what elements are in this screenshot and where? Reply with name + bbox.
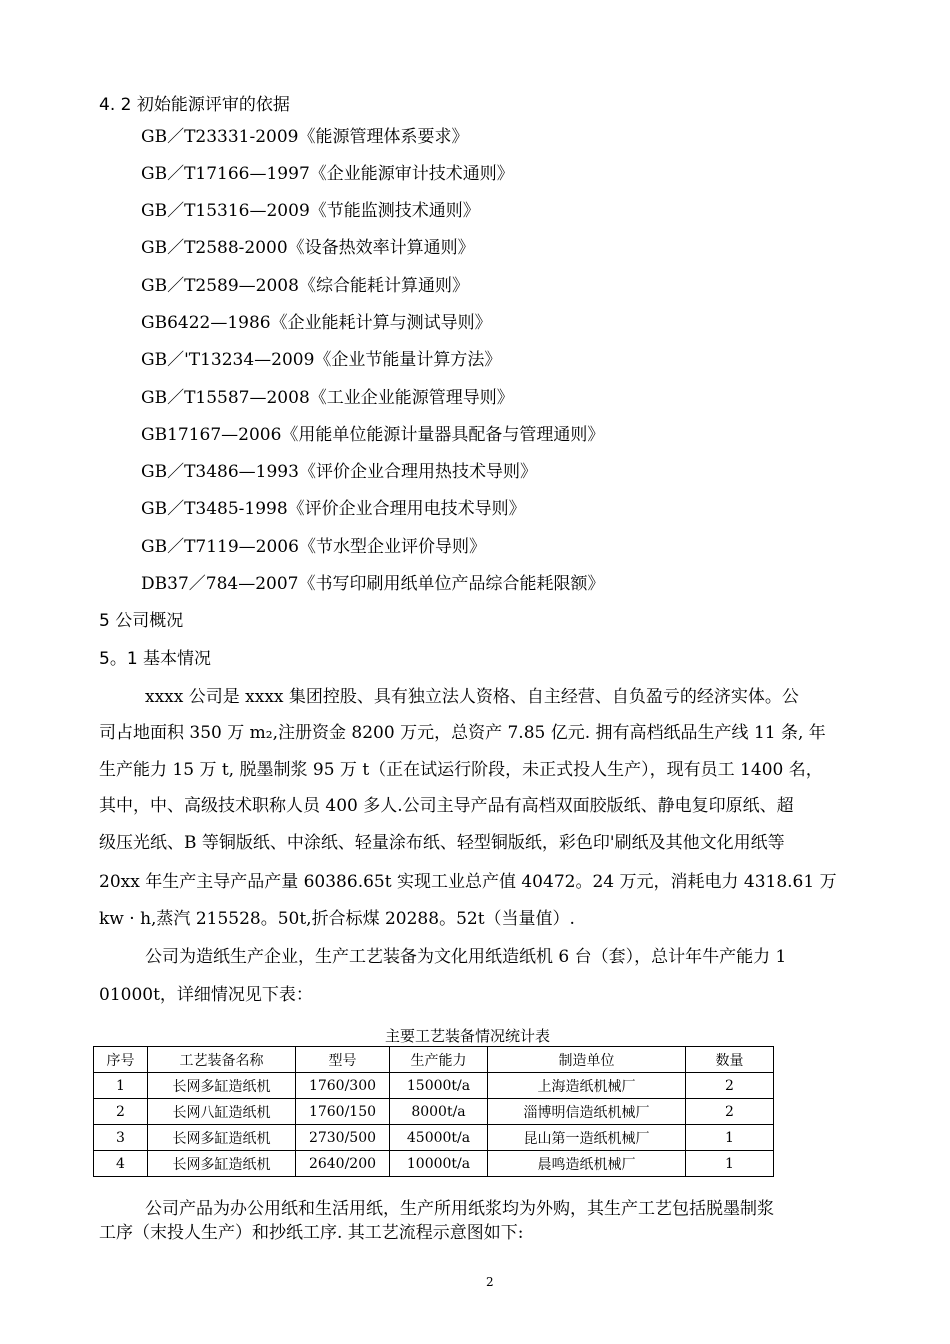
paragraph-line: 公司产品为办公用纸和生活用纸，生产所用纸浆均为外购，其生产工艺包括脱墨制浆 xyxy=(145,1199,774,1219)
paragraph-line: 司占地面积 350 万 m₂,注册资金 8200 万元，总资产 7.85 亿元. 拥有高档纸品生产线 11 条, 年 xyxy=(99,723,826,743)
header-cell: 工艺装备名称 xyxy=(148,1047,296,1073)
table-cell: 45000t/a xyxy=(390,1125,488,1151)
table-caption: 主要工艺装备情况统计表 xyxy=(385,1027,551,1045)
standard-item: GB／'T13234—2009《企业节能量计算方法》 xyxy=(141,350,502,370)
header-cell: 数量 xyxy=(686,1047,774,1073)
table-cell: 1 xyxy=(94,1073,148,1099)
table-cell: 10000t/a xyxy=(390,1151,488,1177)
header-cell: 生产能力 xyxy=(390,1047,488,1073)
paragraph-line: kw · h,蒸汽 215528。50t,折合标煤 20288。52t（当量值）. xyxy=(99,909,575,929)
standard-item: GB／T15587—2008《工业企业能源管理导则》 xyxy=(141,388,514,408)
table-cell: 3 xyxy=(94,1125,148,1151)
standard-item: GB／T2588-2000《设备热效率计算通则》 xyxy=(141,238,475,258)
table-cell: 2 xyxy=(686,1099,774,1125)
table-cell: 1 xyxy=(686,1151,774,1177)
standard-item: GB／T15316—2009《节能监测技术通则》 xyxy=(141,201,480,221)
table-header-row xyxy=(94,1047,774,1073)
paragraph-line: xxxx 公司是 xxxx 集团控股、具有独立法人资格、自主经营、自负盈亏的经济实体。公 xyxy=(145,687,799,707)
paragraph-line: 生产能力 15 万 t, 脱墨制浆 95 万 t（正在试运行阶段，未正式投人生产），现有员工 1400 名， xyxy=(99,760,823,780)
standard-item: GB／T3485-1998《评价企业合理用电技术导则》 xyxy=(141,499,526,519)
section-5-1-heading: 5。1 基本情况 xyxy=(99,649,212,669)
table-row xyxy=(94,1073,774,1099)
paragraph-line: 20xx 年生产主导产品产量 60386.65t 实现工业总产值 40472。24 万元，消耗电力 4318.61 万 xyxy=(99,872,837,892)
standard-item: GB6422—1986《企业能耗计算与测试导则》 xyxy=(141,313,492,333)
table-cell: 昆山第一造纸机械厂 xyxy=(488,1125,686,1151)
table-cell: 上海造纸机械厂 xyxy=(488,1073,686,1099)
standard-item: GB／T7119—2006《节水型企业评价导则》 xyxy=(141,537,486,557)
page-number: 2 xyxy=(486,1275,494,1289)
paragraph-line: 工序（末投人生产）和抄纸工序. 其工艺流程示意图如下: xyxy=(99,1223,524,1243)
table-cell: 8000t/a xyxy=(390,1099,488,1125)
standard-item: GB17167—2006《用能单位能源计量器具配备与管理通则》 xyxy=(141,425,605,445)
section-4-2-heading: 4. 2 初始能源评审的依据 xyxy=(99,95,290,115)
paragraph-line: 公司为造纸生产企业，生产工艺装备为文化用纸造纸机 6 台（套），总计年牛产能力 1 xyxy=(145,947,787,967)
standard-item: GB／T2589—2008《综合能耗计算通则》 xyxy=(141,276,469,296)
paragraph-line: 级压光纸、B 等铜版纸、中涂纸、轻量涂布纸、轻型铜版纸，彩色印'刷纸及其他文化用纸等 xyxy=(99,833,785,853)
table-cell: 1760/150 xyxy=(296,1099,390,1125)
table-cell: 1760/300 xyxy=(296,1073,390,1099)
table-cell: 长网多缸造纸机 xyxy=(148,1125,296,1151)
table-cell: 4 xyxy=(94,1151,148,1177)
table-cell: 长网多缸造纸机 xyxy=(148,1073,296,1099)
table-cell: 15000t/a xyxy=(390,1073,488,1099)
section-5-heading: 5 公司概况 xyxy=(99,611,184,631)
table-cell: 长网八缸造纸机 xyxy=(148,1099,296,1125)
header-cell: 序号 xyxy=(94,1047,148,1073)
standard-item: GB／T23331-2009《能源管理体系要求》 xyxy=(141,127,469,147)
standard-item: GB／T17166—1997《企业能源审计技术通则》 xyxy=(141,164,514,184)
table-cell: 2640/200 xyxy=(296,1151,390,1177)
table-row xyxy=(94,1151,774,1177)
table-cell: 晨鸣造纸机械厂 xyxy=(488,1151,686,1177)
paragraph-line: 其中，中、高级技术职称人员 400 多人.公司主导产品有高档双面胶版纸、静电复印原纸、超 xyxy=(99,796,794,816)
table-cell: 2730/500 xyxy=(296,1125,390,1151)
standard-item: GB／T3486—1993《评价企业合理用热技术导则》 xyxy=(141,462,537,482)
header-cell: 制造单位 xyxy=(488,1047,686,1073)
paragraph-line: 01000t，详细情况见下表： xyxy=(99,985,313,1005)
equipment-table xyxy=(93,1046,774,1177)
standard-item: DB37／784—2007《书写印刷用纸单位产品综合能耗限额》 xyxy=(141,574,605,594)
table-row xyxy=(94,1099,774,1125)
table-row xyxy=(94,1125,774,1151)
table-cell: 1 xyxy=(686,1125,774,1151)
table-cell: 2 xyxy=(94,1099,148,1125)
table-cell: 2 xyxy=(686,1073,774,1099)
header-cell: 型号 xyxy=(296,1047,390,1073)
table-cell: 长网多缸造纸机 xyxy=(148,1151,296,1177)
table-cell: 淄博明信造纸机械厂 xyxy=(488,1099,686,1125)
